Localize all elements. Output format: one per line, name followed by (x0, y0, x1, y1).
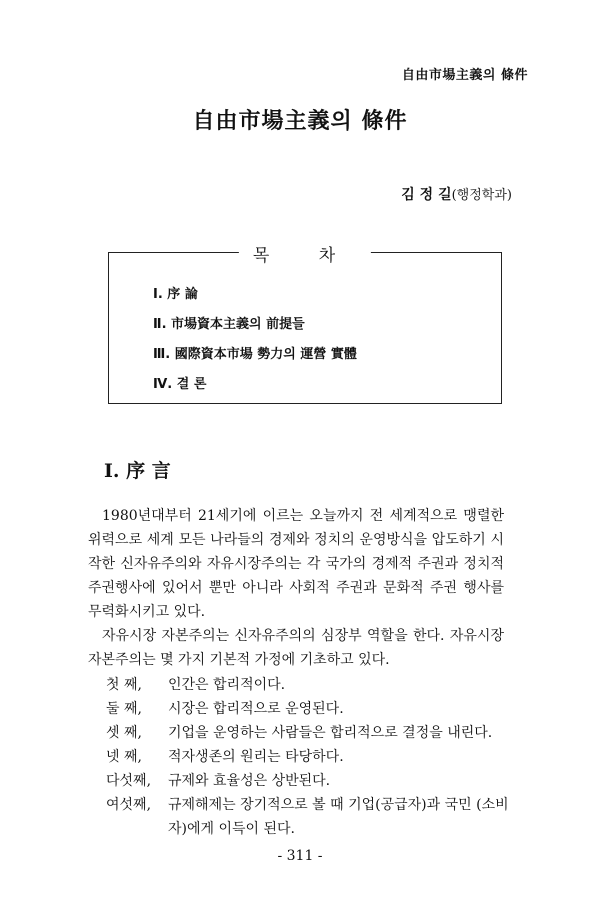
toc-item: Ⅰ. 序 論 (153, 287, 198, 302)
list-item-label: 다섯째, (106, 773, 152, 789)
toc-list (153, 285, 357, 405)
paragraph: 1980년대부터 21세기에 이르는 오늘까지 전 세계적으로 맹렬한 위력으로 세계 모든 나라들의 경제와 정치의 운영방식을 압도하기 시작한 신자유주의와 자유시장주의는 각 국가의 경제적 주권과 정치적 주권행사에 있어서 뿐만 아니라 사회적 주권과 문화적 주권 행사를 무력화시키고 있다. (88, 508, 504, 620)
list-item-text: 기업을 운영하는 사람들은 합리적으로 결정을 내린다. (168, 725, 493, 741)
author-dept: (행정학과) (451, 188, 512, 203)
list-item (106, 793, 526, 841)
section-heading: Ⅰ. 序 言 (104, 460, 171, 482)
toc-item: Ⅱ. 市場資本主義의 前提들 (153, 317, 305, 332)
list-item (106, 673, 526, 697)
list-item-text: 규제와 효율성은 상반된다. (168, 773, 331, 789)
page-number: - 311 - (277, 848, 323, 864)
list-item-label: 둘 째, (106, 701, 142, 717)
body-text (88, 504, 504, 672)
running-header: 自由市場主義의 條件 (401, 68, 528, 83)
list-item-label: 첫 째, (106, 677, 142, 693)
author-name: 김 정 길 (401, 187, 452, 203)
list-item-text: 규제해제는 장기적으로 볼 때 기업(공급자)과 국민 (소비자)에게 이득이 된다. (168, 797, 509, 837)
list-item (106, 745, 526, 769)
list-item-text: 인간은 합리적이다. (168, 677, 286, 693)
toc-item: Ⅲ. 國際資本市場 勢力의 運營 實體 (153, 347, 357, 362)
list-item (106, 697, 526, 721)
list-item-label: 넷 째, (106, 749, 142, 765)
list-item-label: 셋 째, (106, 725, 142, 741)
list-item (106, 769, 526, 793)
page-title: 自由市場主義의 條件 (192, 109, 408, 134)
assumption-list (106, 673, 526, 841)
author (401, 184, 512, 204)
list-item-text: 시장은 합리적으로 운영된다. (168, 701, 344, 717)
paragraph: 자유시장 자본주의는 신자유주의의 심장부 역할을 한다. 자유시장 자본주의는 몇 가지 기본적 가정에 기초하고 있다. (88, 628, 504, 668)
toc-title: 목 차 (239, 241, 371, 266)
list-item (106, 721, 526, 745)
list-item-text: 적자생존의 원리는 타당하다. (168, 749, 344, 765)
toc-item: Ⅳ. 결 론 (153, 377, 207, 392)
table-of-contents (108, 246, 502, 404)
list-item-label: 여섯째, (106, 797, 152, 813)
